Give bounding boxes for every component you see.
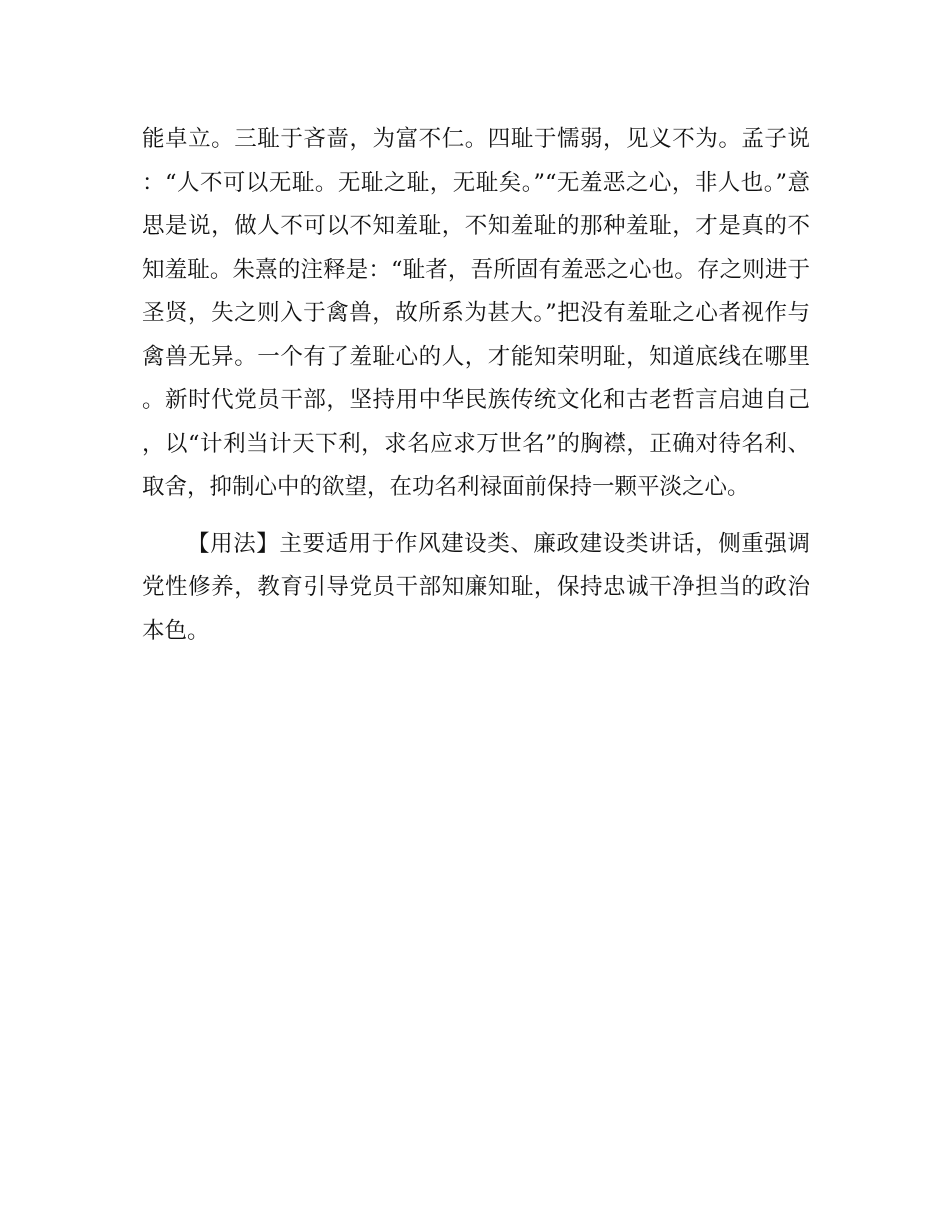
body-paragraph: 能卓立。三耻于吝啬，为富不仁。四耻于懦弱，见义不为。孟子说：“人不可以无耻。无耻之耻，无耻矣。”“无羞恶之心，非人也。”意思是说，做人不可以不知羞耻，不知羞耻的那种羞耻，才是真的不知羞耻。朱熹的注释是：“耻者，吾所固有羞恶之心也。存之则进于圣贤，失之则入于禽兽，故所系为甚大。”把没有羞耻之心者视作与禽兽无异。一个有了羞耻心的人，才能知荣明耻，知道底线在哪里。新时代党员干部，坚持用中华民族传统文化和古老哲言启迪自己，以“计利当计天下利，求名应求万世名”的胸襟，正确对待名利、取舍，抑制心中的欲望，在功名利禄面前保持一颗平淡之心。 [142,126,810,500]
document-body [142,118,810,653]
usage-paragraph: 【用法】主要适用于作风建设类、廉政建设类讲话，侧重强调党性修养，教育引导党员干部知廉知耻，保持忠诚干净担当的政治本色。 [142,530,810,644]
